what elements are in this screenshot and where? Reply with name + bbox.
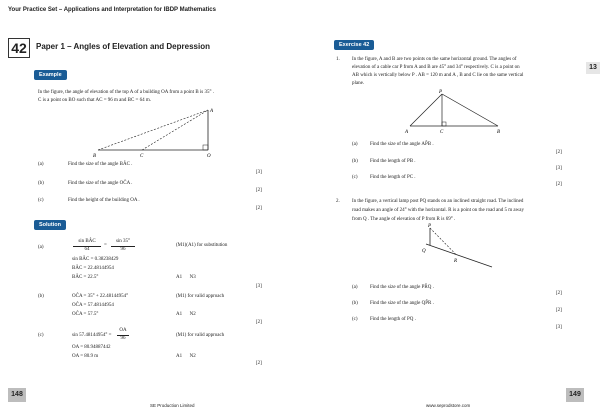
exercise-label: Exercise 42 — [334, 40, 374, 50]
q1c-text: Find the length of PC . — [370, 175, 416, 180]
solution-b-line-3-note: A1 N2 — [176, 312, 196, 317]
solution-a-marks: [3] — [256, 284, 262, 289]
q1b-part: (b) — [352, 159, 358, 164]
fig2-label-p: P — [428, 224, 432, 229]
solution-c-part: (c) — [38, 333, 44, 338]
fig1-label-p: P — [439, 90, 443, 95]
q1-text-line-3: AB which is vertically below P . AB = 120 m and A , B and C lie on the same vertical — [352, 73, 524, 78]
solution-c-marks: [2] — [256, 361, 262, 366]
q1c-marks: [2] — [556, 182, 562, 187]
question-a-part: (a) — [38, 162, 44, 167]
q2a-text: Find the size of the angle PR̂Q . — [370, 285, 434, 290]
solution-c-line-2: OA = 80.94887442 — [72, 345, 111, 350]
solution-a-line-3: BÂC = 22.48144954 — [72, 266, 114, 271]
question-c-text: Find the height of the building OA . — [68, 198, 140, 203]
question-b-part: (b) — [38, 181, 44, 186]
solution-b-line-2: OĈA = 57.48144954 — [72, 303, 114, 308]
example-text-line-1: In the figure, the angle of elevation of the top A of a building OA from a point B is 35° . — [38, 90, 214, 95]
q1c-part: (c) — [352, 175, 358, 180]
question-b-text: Find the size of the angle OĈA . — [68, 181, 133, 186]
solution-a-equals: = — [104, 243, 107, 248]
q2c-marks: [3] — [556, 325, 562, 330]
solution-a-fraction-1-num: sin BÂC — [78, 239, 96, 244]
question-b-marks: [2] — [256, 188, 262, 193]
q2-text-line-1: In the figure, a vertical lamp post PQ stands on an inclined straight road. The inclined — [352, 199, 524, 204]
solution-b-marks: [2] — [256, 320, 262, 325]
left-page-number: 148 — [8, 388, 26, 402]
label-o: O — [207, 154, 211, 159]
label-b: B — [93, 154, 97, 159]
q1-number: 1. — [336, 57, 340, 62]
question-a-marks: [3] — [256, 170, 262, 175]
solution-a-line-4-note: A1 N3 — [176, 275, 196, 280]
label-a: A — [210, 109, 214, 114]
q1-text-line-2: elevation of a cable car P from A and B are 45° and 34° respectively. C is a point on — [352, 65, 520, 70]
left-footer: SE Production Limited — [150, 403, 195, 408]
q2a-part: (a) — [352, 285, 358, 290]
q2b-text: Find the size of the angle QP̂R . — [370, 301, 434, 306]
q2b-part: (b) — [352, 301, 358, 306]
q1b-text: Find the length of PB . — [370, 159, 416, 164]
fig1-label-b: B — [497, 130, 501, 135]
question-a-text: Find the size of the angle BÂC . — [68, 162, 133, 167]
solution-c-fraction-num: OA — [119, 328, 127, 333]
fig1-label-c: C — [440, 130, 444, 135]
q1-text-line-4: plane. — [352, 81, 365, 86]
solution-c-line-3-note: A1 N2 — [176, 354, 196, 359]
solution-a-fraction-1-den: 64 — [84, 247, 90, 252]
chapter-number-badge: 42 — [8, 38, 30, 58]
q1-text-line-1: In the figure, A and B are two points on the same horizontal ground. The angles of — [352, 57, 517, 62]
chapter-title: Paper 1 – Angles of Elevation and Depression — [36, 42, 210, 51]
solution-label: Solution — [34, 220, 66, 230]
q2-text-line-2: road makes an angle of 24° with the horizontal. R is a point on the road and 5 m away — [352, 208, 524, 213]
question-c-part: (c) — [38, 198, 44, 203]
side-tab: 13 — [586, 62, 600, 74]
book-title: Your Practice Set – Applications and Interpretation for IBDP Mathematics — [8, 7, 216, 13]
example-figure — [90, 104, 220, 160]
solution-a-line-4: BÂC = 22.5° — [72, 275, 99, 280]
q2-text-line-3: from Q . The angle of elevation of P from R is 69° . — [352, 217, 456, 222]
label-c: C — [140, 154, 144, 159]
example-text-line-2: C is a point on BO such that AC = 96 m and BC = 64 m. — [38, 98, 152, 103]
solution-a-part: (a) — [38, 245, 44, 250]
q2c-part: (c) — [352, 317, 358, 322]
solution-b-line-1-note: (M1) for valid approach — [176, 294, 225, 299]
solution-b-line-1: OĈA = 35° + 22.48144954° — [72, 294, 129, 299]
fig1-label-a: A — [405, 130, 409, 135]
question-c-marks: [2] — [256, 206, 262, 211]
q1a-marks: [2] — [556, 150, 562, 155]
solution-b-part: (b) — [38, 294, 44, 299]
fig2-label-q: Q — [422, 249, 426, 254]
solution-c-fraction-den: 96 — [120, 336, 126, 341]
fig2-label-r: R — [454, 259, 458, 264]
solution-a-fraction-2-num: sin 35° — [115, 239, 131, 244]
solution-b-line-3: OĈA = 57.5° — [72, 312, 99, 317]
solution-c-line-1-note: (M1) for valid approach — [176, 333, 225, 338]
solution-a-note: (M1)(A1) for substitution — [176, 243, 228, 248]
q2c-text: Find the length of PQ . — [370, 317, 416, 322]
q2-number: 2. — [336, 199, 340, 204]
right-footer: www.seprodstore.com — [426, 403, 471, 408]
solution-c-line-3: OA = 80.9 m — [72, 354, 99, 359]
example-label: Example — [34, 70, 67, 80]
right-page-number: 149 — [566, 388, 584, 402]
q1b-marks: [3] — [556, 166, 562, 171]
q2-figure — [416, 222, 506, 272]
q2a-marks: [2] — [556, 291, 562, 296]
solution-a-fraction-2-den: 96 — [120, 247, 126, 252]
solution-c-line-1-lhs: sin 57.48144954° = — [72, 333, 112, 338]
q1a-text: Find the size of the angle AP̂B . — [370, 142, 434, 147]
q1a-part: (a) — [352, 142, 358, 147]
solution-a-line-2: sin BÂC = 0.38238429 — [72, 257, 119, 262]
q1-figure — [398, 88, 510, 136]
q2b-marks: [2] — [556, 308, 562, 313]
